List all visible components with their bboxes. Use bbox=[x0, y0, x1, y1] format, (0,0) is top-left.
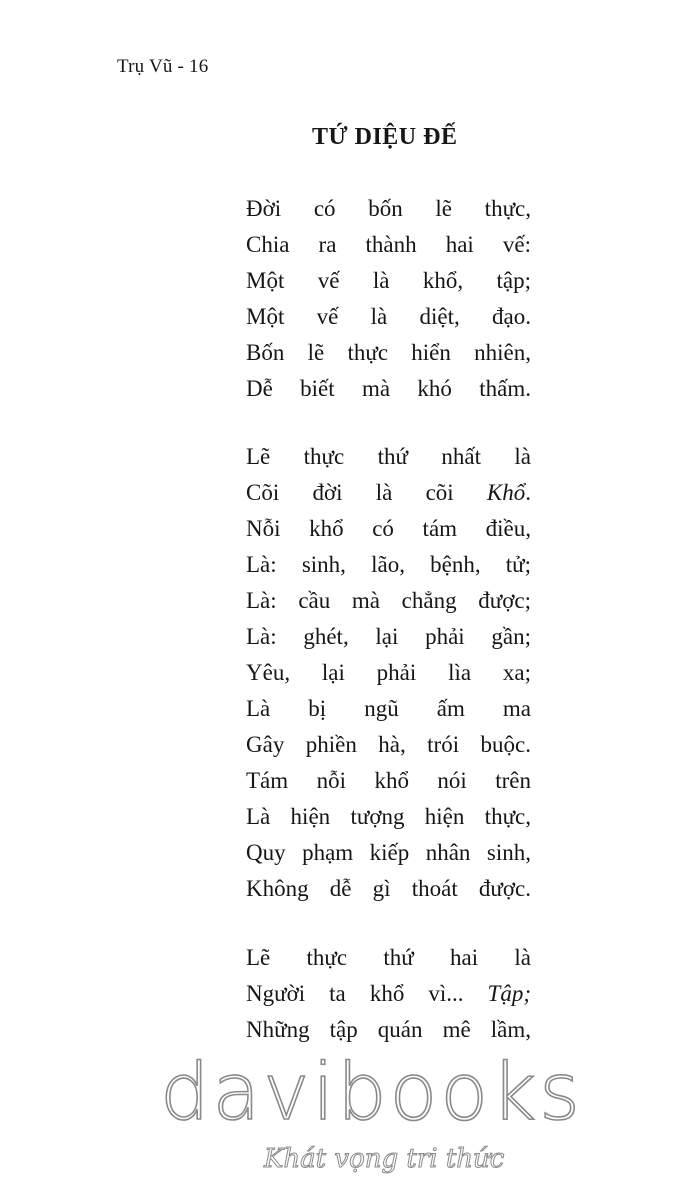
poem-line-text: Người ta khổ vì... bbox=[246, 981, 488, 1006]
poem-line-text: Gây phiền hà, trói buộc. bbox=[246, 732, 531, 757]
stanza-1 bbox=[246, 191, 531, 407]
poem-line-text: Là: sinh, lão, bệnh, tử; bbox=[246, 552, 531, 577]
poem-line-text: Những tập quán mê lầm, bbox=[246, 1017, 531, 1042]
poem-line bbox=[246, 940, 531, 976]
poem-line-text: Một vế là diệt, đạo. bbox=[246, 304, 531, 329]
poem-line bbox=[246, 335, 531, 371]
poem-line-text: Một vế là khổ, tập; bbox=[246, 268, 531, 293]
poem-line bbox=[246, 475, 531, 511]
poem-line-punctuation: . bbox=[525, 480, 531, 505]
poem-line bbox=[246, 547, 531, 583]
poem-line-text: Lẽ thực thứ nhất là bbox=[246, 444, 531, 469]
watermark bbox=[0, 1040, 700, 1183]
poem-title: TỨ DIỆU ĐẾ bbox=[312, 124, 458, 150]
poem-line bbox=[246, 511, 531, 547]
poem-line bbox=[246, 191, 531, 227]
poem-line-text: Là: ghét, lại phải gần; bbox=[246, 624, 531, 649]
poem-line bbox=[246, 727, 531, 763]
poem-line-text: Đời có bốn lẽ thực, bbox=[246, 196, 531, 221]
poem-line bbox=[246, 799, 531, 835]
poem-line bbox=[246, 371, 531, 407]
poem-line-text: Nỗi khổ có tám điều, bbox=[246, 516, 531, 541]
poem-line bbox=[246, 691, 531, 727]
poem-line-text: Bốn lẽ thực hiển nhiên, bbox=[246, 340, 531, 365]
poem-line bbox=[246, 871, 531, 907]
poem-line-text: Quy phạm kiếp nhân sinh, bbox=[246, 840, 531, 865]
poem-line bbox=[246, 619, 531, 655]
poem-line bbox=[246, 655, 531, 691]
poem-line-emphasis: Khổ bbox=[486, 480, 526, 505]
poem-line bbox=[246, 976, 531, 1012]
poem-line-text: Lẽ thực thứ hai là bbox=[246, 945, 531, 970]
poem-line-text: Yêu, lại phải lìa xa; bbox=[246, 660, 531, 685]
running-head: Trụ Vũ - 16 bbox=[117, 56, 209, 77]
watermark-brand: davibooks bbox=[160, 1048, 583, 1138]
poem-line-text: Tám nỗi khổ nói trên bbox=[246, 768, 531, 793]
poem-line bbox=[246, 227, 531, 263]
poem-line bbox=[246, 439, 531, 475]
poem-line-text: Là bị ngũ ấm ma bbox=[246, 696, 531, 721]
watermark-tagline: Khát vọng tri thức bbox=[264, 1144, 505, 1174]
poem-line-text: Là hiện tượng hiện thực, bbox=[246, 804, 531, 829]
poem-line bbox=[246, 299, 531, 335]
poem-line bbox=[246, 763, 531, 799]
poem-line bbox=[246, 835, 531, 871]
poem-line-text: Dễ biết mà khó thấm. bbox=[246, 376, 531, 401]
stanza-3 bbox=[246, 940, 531, 1048]
poem-line-text: Là: cầu mà chẳng được; bbox=[246, 588, 531, 613]
poem-line-emphasis: Tập; bbox=[487, 981, 531, 1006]
poem-line bbox=[246, 583, 531, 619]
poem-line-text: Chia ra thành hai vế: bbox=[246, 232, 531, 257]
poem-line-text: Không dễ gì thoát được. bbox=[246, 876, 531, 901]
stanza-2 bbox=[246, 439, 531, 907]
poem-line bbox=[246, 263, 531, 299]
poem-line-text: Cõi đời là cõi bbox=[246, 480, 487, 505]
